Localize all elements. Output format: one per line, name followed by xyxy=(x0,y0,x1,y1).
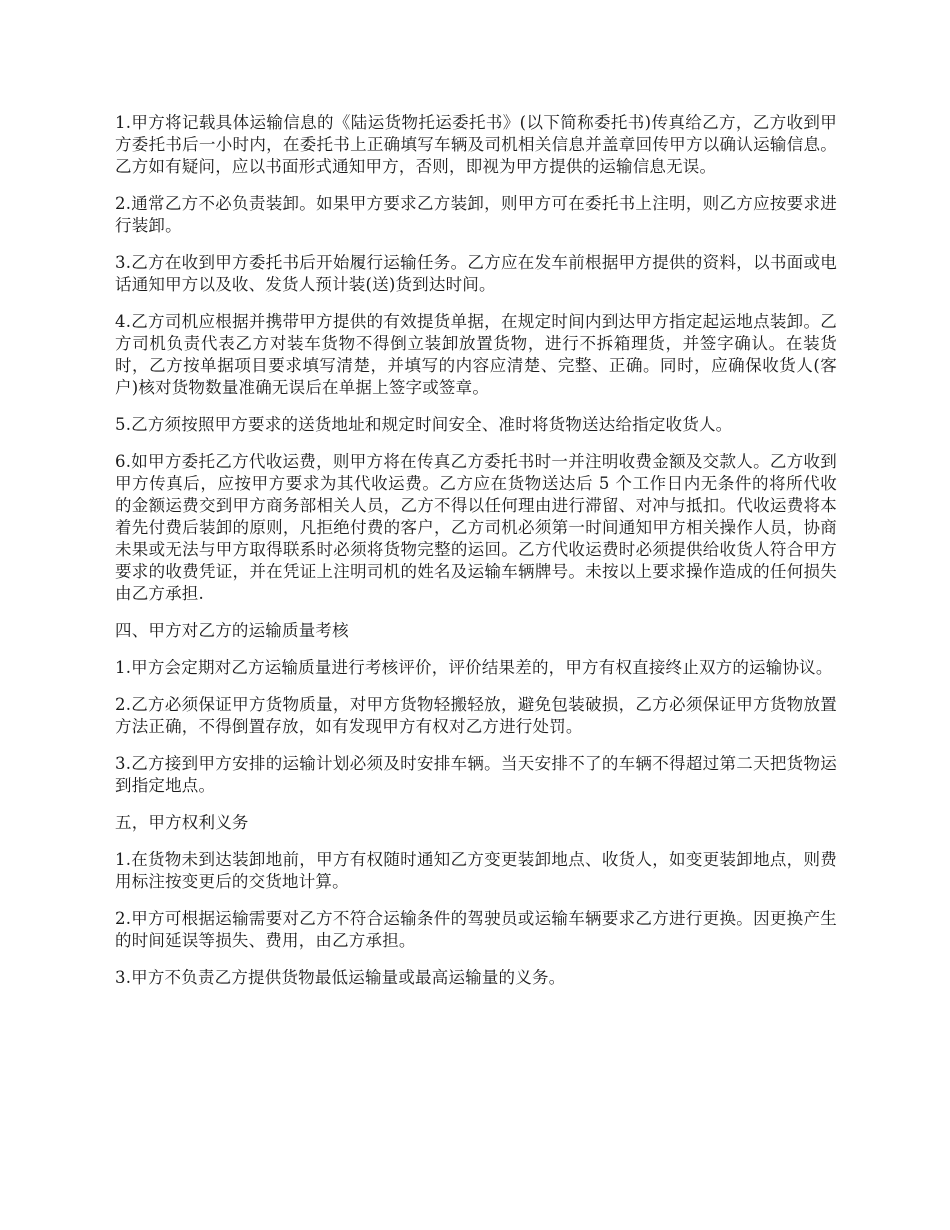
clause-4-2-cargo-quality: 2.乙方必须保证甲方货物质量，对甲方货物轻搬轻放，避免包装破损，乙方必须保证甲方货物放置方法正确，不得倒置存放，如有发现甲方有权对乙方进行处罚。 xyxy=(115,695,837,736)
clause-5-2-replace-driver: 2.甲方可根据运输需要对乙方不符合运输条件的驾驶员或运输车辆要求乙方进行更换。因更换产生的时间延误等损失、费用，由乙方承担。 xyxy=(115,909,837,950)
clause-1-fax-entrustment: 1.甲方将记载具体运输信息的《陆运货物托运委托书》(以下简称委托书)传真给乙方，乙方收到甲方委托书后一小时内，在委托书上正确填写车辆及司机相关信息并盖章回传甲方以确认运输信息。乙方如有疑问，应以书面形式通知甲方，否则，即视为甲方提供的运输信息无误。 xyxy=(115,113,837,176)
document-body xyxy=(115,112,837,1004)
clause-4-1-quality-review: 1.甲方会定期对乙方运输质量进行考核评价，评价结果差的，甲方有权直接终止双方的运输协议。 xyxy=(115,658,833,677)
section-heading-4: 四、甲方对乙方的运输质量考核 xyxy=(115,621,349,640)
clause-6-freight-collection: 6.如甲方委托乙方代收运费，则甲方将在传真乙方委托书时一并注明收费金额及交款人。乙方收到甲方传真后，应按甲方要求为其代收运费。乙方应在货物送达后 5 个工作日内无条件的将所代收的金额运费交到甲方商务部相关人员，乙方不得以任何理由进行滞留、对冲与抵扣。代收运费将本着先付费后装卸的原则，凡拒绝付费的客户，乙方司机必须第一时间通知甲方相关操作人员，协商未果或无法与甲方取得联系时必须将货物完整的运回。乙方代收运费时必须提供给收货人符合甲方要求的收费凭证，并在凭证上注明司机的姓名及运输车辆牌号。未按以上要求操作造成的任何损失由乙方承担. xyxy=(115,452,837,603)
section-heading-5: 五，甲方权利义务 xyxy=(115,813,249,832)
clause-4-3-vehicle-scheduling: 3.乙方接到甲方安排的运输计划必须及时安排车辆。当天安排不了的车辆不得超过第二天把货物运到指定地点。 xyxy=(115,754,837,795)
clause-2-loading: 2.通常乙方不必负责装卸。如果甲方要求乙方装卸，则甲方可在委托书上注明，则乙方应按要求进行装卸。 xyxy=(115,194,837,235)
clause-4-driver-pickup: 4.乙方司机应根据并携带甲方提供的有效提货单据，在规定时间内到达甲方指定起运地点装卸。乙方司机负责代表乙方对装车货物不得倒立装卸放置货物，进行不拆箱理货，并签字确认。在装货时，乙方按单据项目要求填写清楚，并填写的内容应清楚、完整、正确。同时，应确保收货人(客户)核对货物数量准确无误后在单据上签字或签章。 xyxy=(115,312,837,397)
clause-3-transport-task: 3.乙方在收到甲方委托书后开始履行运输任务。乙方应在发车前根据甲方提供的资料，以书面或电话通知甲方以及收、发货人预计装(送)货到达时间。 xyxy=(115,253,837,294)
clause-5-delivery: 5.乙方须按照甲方要求的送货地址和规定时间安全、准时将货物送达给指定收货人。 xyxy=(115,415,733,434)
clause-5-1-change-destination: 1.在货物未到达装卸地前，甲方有权随时通知乙方变更装卸地点、收货人，如变更装卸地点，则费用标注按变更后的交货地计算。 xyxy=(115,850,837,891)
clause-5-3-volume-obligation: 3.甲方不负责乙方提供货物最低运输量或最高运输量的义务。 xyxy=(115,968,566,987)
